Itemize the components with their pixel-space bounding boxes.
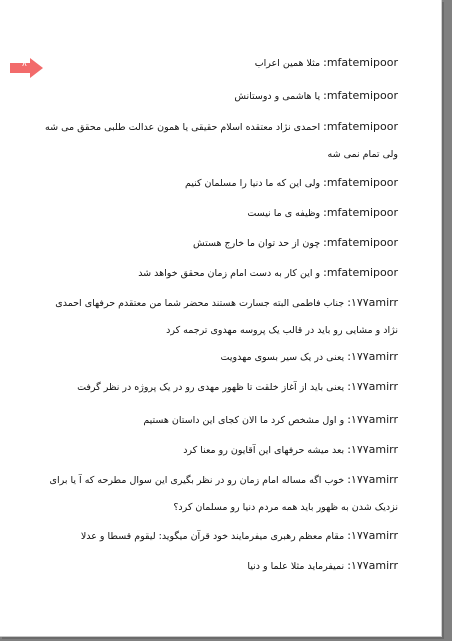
chat-message: mfatemipoor: و این کار به دست امام زمان محقق خواهد شد <box>138 266 398 279</box>
chat-message: mfatemipoor: چون از حد توان ما خارج هستش <box>193 236 398 249</box>
chat-message: mfatemipoor: ولی این که ما دنیا را مسلمان کنیم <box>184 176 398 189</box>
chat-message: ۱۷۷amirr: و اول مشخص کرد ما الان کجای این داستان هستیم <box>143 413 398 426</box>
chat-message: ۱۷۷amirr: خوب اگه مساله امام زمان رو در نظر بگیری این سوال مطرحه که آ یا برای نزدیک شدن به ظهور باید همه مردم دنیا رو مسلمان کرد؟ <box>49 473 398 513</box>
message-text: چون از حد توان ما خارج هستش <box>193 238 324 249</box>
chat-message: mfatemipoor: احمدی نژاد معتقده اسلام حقیقی یا همون عدالت طلبی محقق می شه ولی تمام نمی شه <box>45 120 398 160</box>
message-username: mfatemipoor <box>326 206 398 219</box>
message-text: مثلا همین اعراب <box>254 58 324 69</box>
chat-message: ۱۷۷amirr: مقام معظم رهبری میفرمایند خود قرآن میگوید: لیقوم قسطا و عدلا <box>80 529 398 542</box>
chat-message: ۱۷۷amirr: یعنی باید از آغاز خلقت تا ظهور مهدی رو در یک پروژه در نظر گرفت <box>77 380 398 393</box>
chat-message: ۱۷۷amirr: یعنی در یک سیر بسوی مهدویت <box>220 350 398 363</box>
message-username: mfatemipoor <box>326 56 398 69</box>
message-username: ۱۷۷amirr <box>350 529 398 542</box>
chat-message: ۱۷۷amirr: جناب فاطمی البته جسارت هستند محضر شما من معتقدم حرفهای احمدی نژاد و مشایی رو باید در قالب یک پروسه مهدوی ترجمه کرد <box>55 296 398 336</box>
message-username: mfatemipoor <box>326 120 398 133</box>
message-text: یا هاشمی و دوستانش <box>234 91 324 102</box>
message-text: یعنی باید از آغاز خلقت تا ظهور مهدی رو در یک پروژه در نظر گرفت <box>77 382 348 393</box>
message-username: ۱۷۷amirr <box>350 413 398 426</box>
message-username: ۱۷۷amirr <box>350 380 398 393</box>
page-number: ۸ <box>22 59 27 69</box>
message-text: و این کار به دست امام زمان محقق خواهد شد <box>138 268 324 279</box>
message-username: ۱۷۷amirr <box>350 443 398 456</box>
message-text: جناب فاطمی البته جسارت هستند محضر شما من معتقدم حرفهای احمدی نژاد و مشایی رو باید در قالب یک پروسه مهدوی ترجمه کرد <box>55 298 398 336</box>
message-username: mfatemipoor <box>326 236 398 249</box>
message-text: بعد میشه حرفهای این آقایون رو معنا کرد <box>183 445 348 456</box>
chat-message: ۱۷۷amirr: نمیفرماید مثلا علما و دنیا <box>247 559 398 572</box>
message-text: وظیفه ی ما نیست <box>247 208 324 219</box>
message-username: ۱۷۷amirr <box>350 559 398 572</box>
message-text: مقام معظم رهبری میفرمایند خود قرآن میگوید: لیقوم قسطا و عدلا <box>80 531 348 542</box>
chat-message: mfatemipoor: مثلا همین اعراب <box>254 56 398 69</box>
chat-message: mfatemipoor: وظیفه ی ما نیست <box>247 206 398 219</box>
message-text: یعنی در یک سیر بسوی مهدویت <box>220 352 348 363</box>
message-text: خوب اگه مساله امام زمان رو در نظر بگیری این سوال مطرحه که آ یا برای نزدیک شدن به ظهور باید همه مردم دنیا رو مسلمان کرد؟ <box>49 475 398 513</box>
message-username: mfatemipoor <box>326 176 398 189</box>
message-username: ۱۷۷amirr <box>350 296 398 309</box>
chat-message: ۱۷۷amirr: بعد میشه حرفهای این آقایون رو معنا کرد <box>183 443 398 456</box>
message-username: ۱۷۷amirr <box>350 350 398 363</box>
message-text: نمیفرماید مثلا علما و دنیا <box>247 561 348 572</box>
message-username: mfatemipoor <box>326 89 398 102</box>
message-text: احمدی نژاد معتقده اسلام حقیقی یا همون عدالت طلبی محقق می شه ولی تمام نمی شه <box>45 122 398 160</box>
message-text: ولی این که ما دنیا را مسلمان کنیم <box>184 178 324 189</box>
message-username: ۱۷۷amirr <box>350 473 398 486</box>
chat-message: mfatemipoor: یا هاشمی و دوستانش <box>234 89 398 102</box>
page-marker-arrow-icon <box>10 58 44 78</box>
message-username: mfatemipoor <box>326 266 398 279</box>
message-text: و اول مشخص کرد ما الان کجای این داستان هستیم <box>143 415 348 426</box>
